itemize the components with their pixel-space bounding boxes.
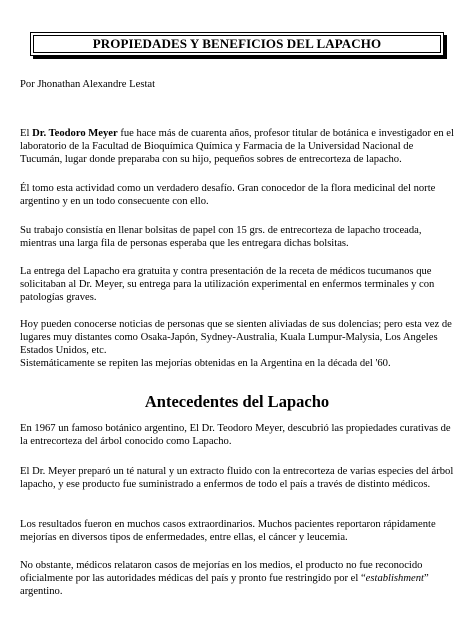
establishment-word: establishment [365, 573, 424, 584]
p2-text: Él tomo esta actividad como un verdadero desafío. Gran conocedor de la flora medicinal del norte argentino y en un todo consecuente con ello. [20, 183, 436, 207]
p1-pre: El [20, 128, 33, 139]
paragraph-no-obstante [20, 559, 458, 598]
author-text: Por Jhonathan Alexandre Lestat [20, 79, 156, 90]
paragraph-challenge [20, 182, 458, 208]
p5a-text: Hoy pueden conocerse noticias de personas que se sienten aliviadas de sus dolencias; pero esta vez de lugares muy distantes como Osaka-Japón, Sydney-Australia, Kuala Lumpur-Malysia, Los Angeles Estados Unidos, etc. [20, 319, 452, 356]
paragraph-1967 [20, 422, 458, 448]
c4-pre: No obstante, médicos relataron casos de mejorías en los medios, el producto no fue reconocido oficialmente por las autoridades médicas del país y pronto fue restringido por el “ [20, 560, 423, 584]
p3-text: Su trabajo consistía en llenar bolsitas de papel con 15 grs. de entrecorteza de lapacho troceada, mientras una larga fila de personas esperaba que les entregara dichas bolsitas. [20, 225, 422, 249]
author-line [20, 78, 458, 91]
paragraph-meyer-intro [20, 127, 458, 166]
title-box [30, 32, 444, 56]
p1-post: fue hace más de cuarenta años, profesor titular de botánica e investigador en el laboratorio de la Facultad de Bioquímica Química y Farmacia de la Universidad Nacional de Tucumán, lugar donde preparaba con su hijo, pequeños sobres de entrecorteza de lapacho. [20, 128, 454, 165]
p4-text: La entrega del Lapacho era gratuita y contra presentación de la receta de médicos tucumanos que solicitaban al Dr. Meyer, su entrega para la utilización experimental en enfermos terminales y con patologías graves. [20, 266, 435, 303]
paragraph-resultados [20, 518, 458, 544]
document-title: PROPIEDADES Y BENEFICIOS DEL LAPACHO [33, 35, 441, 53]
section-heading-antecedentes: Antecedentes del Lapacho [144, 392, 330, 411]
c1-text: En 1967 un famoso botánico argentino, El Dr. Teodoro Meyer, descubrió las propiedades curativas de la entrecorteza del árbol conocido como Lapacho. [20, 423, 451, 447]
paragraph-delivery [20, 265, 458, 304]
meyer-name: Dr. Teodoro Meyer [32, 128, 118, 139]
paragraph-te-natural [20, 465, 458, 491]
c2-text: El Dr. Meyer preparó un té natural y un extracto fluido con la entrecorteza de varias especies del árbol lapacho, y ese producto fue suministrado a enfermos de todo el país a través de distinto médicos. [20, 466, 454, 490]
c4-post: ” argentino. [20, 573, 429, 597]
c3-text: Los resultados fueron en muchos casos extraordinarios. Muchos pacientes reportaron rápidamente mejorías en diversos tipos de enfermedades, entre ellas, el cáncer y leucemia. [20, 519, 436, 543]
p5b-text: Sistemáticamente se repiten las mejorías obtenidas en la Argentina en la década del '60. [20, 358, 391, 369]
paragraph-work [20, 224, 458, 250]
paragraph-news [20, 318, 458, 370]
